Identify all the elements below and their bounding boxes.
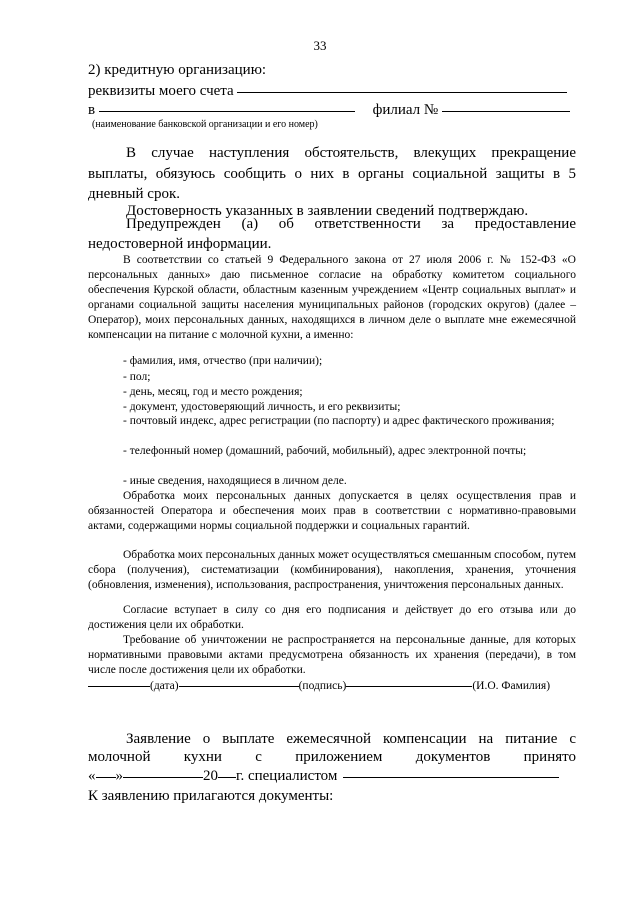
consent-validity: Согласие вступает в силу со дня его подписания и действует до его отзыва или до достижения цели их обработки. bbox=[88, 604, 576, 631]
warning-line-1: Предупрежден (а) об ответственности за предоставление bbox=[126, 216, 576, 232]
year-field[interactable] bbox=[218, 777, 236, 778]
bank-prefix: в bbox=[88, 102, 96, 118]
day-field[interactable] bbox=[96, 777, 116, 778]
acceptance-line-2: молочной кухни с приложением документов принято bbox=[88, 749, 576, 765]
date-field[interactable] bbox=[88, 686, 150, 687]
signature-row bbox=[88, 679, 576, 694]
acceptance-line-1: Заявление о выплате ежемесячной компенсации на питание с bbox=[126, 731, 576, 747]
acceptance-date-row: « » 20 г. специалистом bbox=[88, 766, 576, 787]
signature-field[interactable] bbox=[179, 686, 299, 687]
name-field[interactable] bbox=[346, 686, 472, 687]
obligation-line-3: дневный срок. bbox=[88, 186, 180, 202]
consent-item-gender: - пол; bbox=[123, 371, 151, 383]
warning-line-2: недостоверной информации. bbox=[88, 236, 272, 252]
consent-item-name: - фамилия, имя, отчество (при наличии); bbox=[123, 355, 323, 367]
signature-label: (подпись) bbox=[298, 680, 347, 692]
consent-item-birth: - день, месяц, год и место рождения; bbox=[123, 386, 303, 398]
confirmation-text: Достоверность указанных в заявлении сведений подтверждаю. bbox=[126, 203, 529, 219]
consent-item-id-document: - документ, удостоверяющий личность, и его реквизиты; bbox=[123, 401, 401, 413]
consent-intro: В соответствии со статьей 9 Федерального закона от 27 июля 2006 г. № 152-ФЗ «О персональных данных» даю письменное согласие на обработку комитетом социального обеспечения Курской области, областным казенным учреждением «Центр социальных выплат» и органами социальной защиты населения муниципальных районов (городских округов) (далее – Оператор), моих персональных данных, находящихся в личном деле о выплате мне ежемесячной компенсации на питание с молочной кухни, а именно: bbox=[88, 254, 576, 341]
destruction-requirement: Требование об уничтожении не распространяется на персональные данные, для которых нормативными правовыми актами предусмотрена обязанность их хранения (передачи), в том числе после достижения цели их обработки. bbox=[88, 634, 576, 676]
consent-item-other: - иные сведения, находящиеся в личном деле. bbox=[123, 475, 347, 487]
credit-org-heading: 2) кредитную организацию: bbox=[88, 62, 267, 78]
date-label: (дата) bbox=[150, 680, 179, 692]
account-label: реквизиты моего счета bbox=[88, 83, 234, 99]
branch-number-field[interactable] bbox=[442, 111, 570, 112]
processing-purpose: Обработка моих персональных данных допускается в целях осуществления прав и обязанностей Оператора и обеспечения моих прав в соответствии с нормативно-правовыми актами, содержащими нормы социальной поддержки и социальных гарантий. bbox=[88, 490, 576, 532]
bank-name-field[interactable] bbox=[99, 111, 355, 112]
obligation-line-1: В случае наступления обстоятельств, влекущих прекращение bbox=[126, 145, 576, 161]
processing-methods: Обработка моих персональных данных может осуществляться смешанным способом, путем сбора (получения), систематизации (комбинирования), накопления, хранения, уточнения (обновления, изменения), использования, распространения, уничтожения персональных данных. bbox=[88, 549, 577, 591]
bank-caption: (наименование банковской организации и его номер) bbox=[92, 119, 318, 130]
obligation-line-2: выплаты, обязуюсь сообщить о них в органы социальной защиты в 5 bbox=[88, 166, 576, 182]
consent-item-phone-email: - телефонный номер (домашний, рабочий, мобильный), адрес электронной почты; bbox=[123, 445, 527, 457]
full-name-label: (И.О. Фамилия) bbox=[472, 680, 551, 692]
consent-item-address: - почтовый индекс, адрес регистрации (по паспорту) и адрес фактического проживания; bbox=[123, 415, 555, 427]
specialist-field[interactable] bbox=[343, 777, 559, 778]
account-field[interactable] bbox=[237, 92, 567, 93]
page-number: 33 bbox=[313, 38, 327, 53]
bank-row bbox=[88, 100, 576, 121]
month-field[interactable] bbox=[123, 777, 203, 778]
branch-label: филиал № bbox=[372, 102, 439, 118]
account-details-row bbox=[88, 81, 576, 102]
attachments-heading: К заявлению прилагаются документы: bbox=[88, 788, 334, 804]
